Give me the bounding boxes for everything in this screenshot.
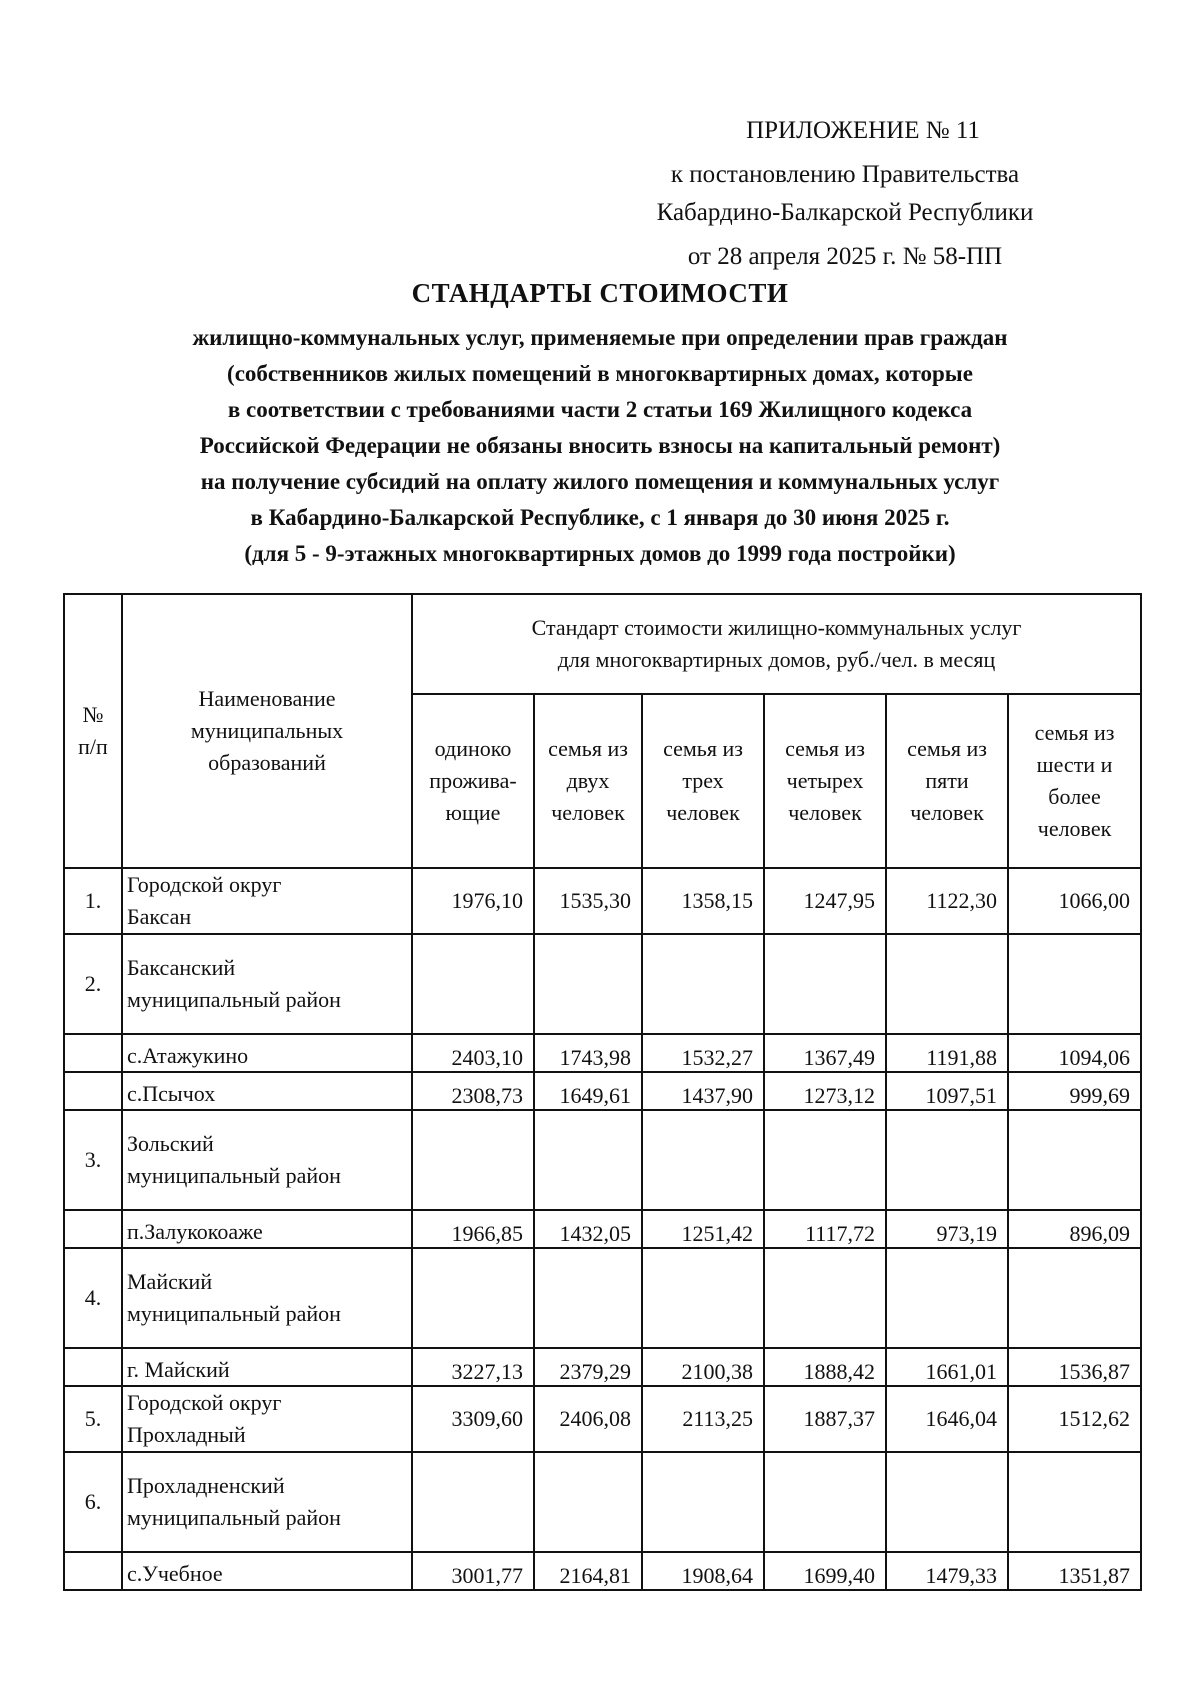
municipality-name-line: муниципальный район	[127, 1301, 341, 1326]
table-row	[64, 1034, 1141, 1072]
header-group-l1: Стандарт стоимости жилищно-коммунальных услуг	[531, 615, 1022, 640]
cost-value: 1117,72	[764, 1210, 886, 1248]
cost-value: 1273,12	[764, 1072, 886, 1110]
table-body	[64, 868, 1141, 1590]
cost-value: 1976,10	[412, 868, 534, 934]
row-number: 4.	[64, 1248, 122, 1348]
cost-value: 1646,04	[886, 1386, 1008, 1452]
cost-value	[764, 1248, 886, 1348]
municipality-name-line: муниципальный район	[127, 1505, 341, 1530]
header-household-line: семья из	[548, 736, 628, 761]
cost-value: 1888,42	[764, 1348, 886, 1386]
header-row-number	[64, 594, 122, 868]
table-row	[64, 1072, 1141, 1110]
cost-value	[1008, 1110, 1141, 1210]
cost-value: 1479,33	[886, 1552, 1008, 1590]
header-municipality-l3: образований	[208, 750, 326, 775]
header-household-5	[886, 694, 1008, 868]
municipality-name	[122, 868, 412, 934]
header-household-line: ющие	[445, 800, 501, 825]
municipality-name: с.Псычох	[122, 1072, 412, 1110]
municipality-name-line: Городской округ	[127, 1390, 282, 1415]
cost-value: 1437,90	[642, 1072, 764, 1110]
row-number: 3.	[64, 1110, 122, 1210]
row-number: 6.	[64, 1452, 122, 1552]
cost-value	[534, 1248, 642, 1348]
subtitle-line: в соответствии с требованиями части 2 статьи 169 Жилищного кодекса	[227, 397, 973, 422]
cost-value: 1966,85	[412, 1210, 534, 1248]
cost-value: 1908,64	[642, 1552, 764, 1590]
subtitle-line: (для 5 - 9-этажных многоквартирных домов до 1999 года постройки)	[244, 541, 956, 566]
cost-standards-table	[63, 593, 1142, 1591]
header-household-line: трех	[682, 768, 724, 793]
header-household-line: человек	[910, 800, 984, 825]
cost-value: 3309,60	[412, 1386, 534, 1452]
cost-value	[412, 1248, 534, 1348]
header-municipality-l2: муниципальных	[190, 718, 344, 743]
cost-value: 3001,77	[412, 1552, 534, 1590]
row-number: 1.	[64, 868, 122, 934]
header-household-line: человек	[666, 800, 740, 825]
annex-reference: к постановлению Правительства	[670, 161, 1020, 188]
row-number	[64, 1552, 122, 1590]
municipality-name	[122, 1248, 412, 1348]
header-household-line: семья из	[663, 736, 743, 761]
header-row-number-l1: №	[82, 702, 104, 727]
cost-value: 1122,30	[886, 868, 1008, 934]
cost-value: 1887,37	[764, 1386, 886, 1452]
subtitle-line: Российской Федерации не обязаны вносить взносы на капитальный ремонт)	[199, 433, 1001, 458]
municipality-name: с.Учебное	[122, 1552, 412, 1590]
cost-value	[1008, 1452, 1141, 1552]
cost-value	[534, 1110, 642, 1210]
cost-value: 1251,42	[642, 1210, 764, 1248]
municipality-name-line: Прохладный	[127, 1422, 246, 1447]
table-header	[64, 594, 1141, 868]
municipality-name-line: Прохладненский	[127, 1473, 285, 1498]
table-row	[64, 1452, 1141, 1552]
cost-value: 1512,62	[1008, 1386, 1141, 1452]
header-household-line: человек	[551, 800, 625, 825]
municipality-name: г. Майский	[122, 1348, 412, 1386]
header-household-4	[764, 694, 886, 868]
row-number	[64, 1072, 122, 1110]
row-number: 5.	[64, 1386, 122, 1452]
cost-value: 1661,01	[886, 1348, 1008, 1386]
cost-value: 1367,49	[764, 1034, 886, 1072]
municipality-name-line: Майский	[127, 1269, 213, 1294]
cost-value	[412, 934, 534, 1034]
cost-value	[642, 1452, 764, 1552]
header-household-line: человек	[1037, 816, 1112, 841]
header-household-line: семья из	[907, 736, 987, 761]
header-group-l2: для многоквартирных домов, руб./чел. в месяц	[557, 647, 996, 672]
cost-value: 1097,51	[886, 1072, 1008, 1110]
municipality-name: с.Атажукино	[122, 1034, 412, 1072]
municipality-name	[122, 1386, 412, 1452]
header-household-line: семья из	[1034, 720, 1115, 745]
row-number: 2.	[64, 934, 122, 1034]
cost-value: 2100,38	[642, 1348, 764, 1386]
table-row	[64, 1386, 1141, 1452]
cost-value: 1191,88	[886, 1034, 1008, 1072]
header-household-line: прожива-	[429, 768, 517, 793]
row-number	[64, 1348, 122, 1386]
cost-value: 973,19	[886, 1210, 1008, 1248]
cost-value	[642, 1248, 764, 1348]
cost-value: 999,69	[1008, 1072, 1141, 1110]
header-household-3	[642, 694, 764, 868]
document-title: СТАНДАРТЫ СТОИМОСТИ	[411, 278, 789, 308]
cost-value	[642, 934, 764, 1034]
header-row-number-l2: п/п	[78, 734, 108, 759]
cost-value: 1351,87	[1008, 1552, 1141, 1590]
header-household-line: шести и	[1036, 752, 1113, 777]
municipality-name	[122, 1452, 412, 1552]
cost-value	[534, 1452, 642, 1552]
municipality-name-line: Зольский	[127, 1131, 214, 1156]
cost-value	[764, 1110, 886, 1210]
cost-value	[886, 1110, 1008, 1210]
cost-value: 896,09	[1008, 1210, 1141, 1248]
header-municipality-l1: Наименование	[198, 686, 336, 711]
annex-number: ПРИЛОЖЕНИЕ № 11	[746, 117, 980, 144]
table-row	[64, 1248, 1141, 1348]
table-row	[64, 1110, 1141, 1210]
subtitle-line: в Кабардино-Балкарской Республике, с 1 января до 30 июня 2025 г.	[250, 505, 950, 530]
header-household-2	[534, 694, 642, 868]
cost-value: 2164,81	[534, 1552, 642, 1590]
subtitle-line: жилищно-коммунальных услуг, применяемые при определении прав граждан	[192, 325, 1008, 350]
cost-value	[764, 934, 886, 1034]
cost-value: 2113,25	[642, 1386, 764, 1452]
cost-value: 3227,13	[412, 1348, 534, 1386]
municipality-name	[122, 1110, 412, 1210]
header-household-line: более	[1048, 784, 1101, 809]
cost-value: 1358,15	[642, 868, 764, 934]
header-municipality	[122, 594, 412, 868]
header-household-line: одиноко	[434, 736, 512, 761]
header-household-line: пяти	[925, 768, 969, 793]
cost-value	[764, 1452, 886, 1552]
header-household-line: четырех	[786, 768, 864, 793]
municipality-name-line: Баксан	[127, 904, 192, 929]
table-row	[64, 934, 1141, 1034]
cost-value	[412, 1452, 534, 1552]
cost-value	[886, 1248, 1008, 1348]
municipality-name-line: Баксанский	[127, 955, 236, 980]
annex-government: Кабардино-Балкарской Республики	[656, 199, 1034, 226]
cost-value: 1699,40	[764, 1552, 886, 1590]
header-household-line: семья из	[785, 736, 865, 761]
table-row	[64, 868, 1141, 934]
table-row	[64, 1552, 1141, 1590]
annex-block	[600, 112, 1090, 276]
table-row	[64, 1348, 1141, 1386]
cost-value: 1532,27	[642, 1034, 764, 1072]
document-subtitle	[60, 320, 1140, 572]
cost-value: 2308,73	[412, 1072, 534, 1110]
cost-value: 2406,08	[534, 1386, 642, 1452]
cost-value	[1008, 1248, 1141, 1348]
header-household-line: двух	[566, 768, 610, 793]
cost-value	[886, 1452, 1008, 1552]
cost-value: 1066,00	[1008, 868, 1141, 934]
subtitle-line: на получение субсидий на оплату жилого помещения и коммунальных услуг	[200, 469, 1000, 494]
header-household-line: человек	[788, 800, 862, 825]
municipality-name: п.Залукокоаже	[122, 1210, 412, 1248]
cost-value: 1536,87	[1008, 1348, 1141, 1386]
subtitle-line: (собственников жилых помещений в многоквартирных домах, которые	[227, 361, 973, 386]
cost-value	[642, 1110, 764, 1210]
header-standard-group	[412, 594, 1141, 694]
municipality-name-line: муниципальный район	[127, 1163, 341, 1188]
cost-value	[886, 934, 1008, 1034]
header-household-1	[412, 694, 534, 868]
cost-value: 2403,10	[412, 1034, 534, 1072]
header-household-6	[1008, 694, 1141, 868]
cost-value	[534, 934, 642, 1034]
municipality-name-line: муниципальный район	[127, 987, 341, 1012]
cost-value: 1743,98	[534, 1034, 642, 1072]
cost-value	[1008, 934, 1141, 1034]
annex-date: от 28 апреля 2025 г. № 58-ПП	[687, 243, 1003, 270]
cost-value	[412, 1110, 534, 1210]
cost-value: 1094,06	[1008, 1034, 1141, 1072]
row-number	[64, 1034, 122, 1072]
cost-value: 2379,29	[534, 1348, 642, 1386]
cost-value: 1247,95	[764, 868, 886, 934]
municipality-name	[122, 934, 412, 1034]
row-number	[64, 1210, 122, 1248]
cost-value: 1432,05	[534, 1210, 642, 1248]
table-row	[64, 1210, 1141, 1248]
cost-value: 1649,61	[534, 1072, 642, 1110]
municipality-name-line: Городской округ	[127, 872, 282, 897]
cost-value: 1535,30	[534, 868, 642, 934]
